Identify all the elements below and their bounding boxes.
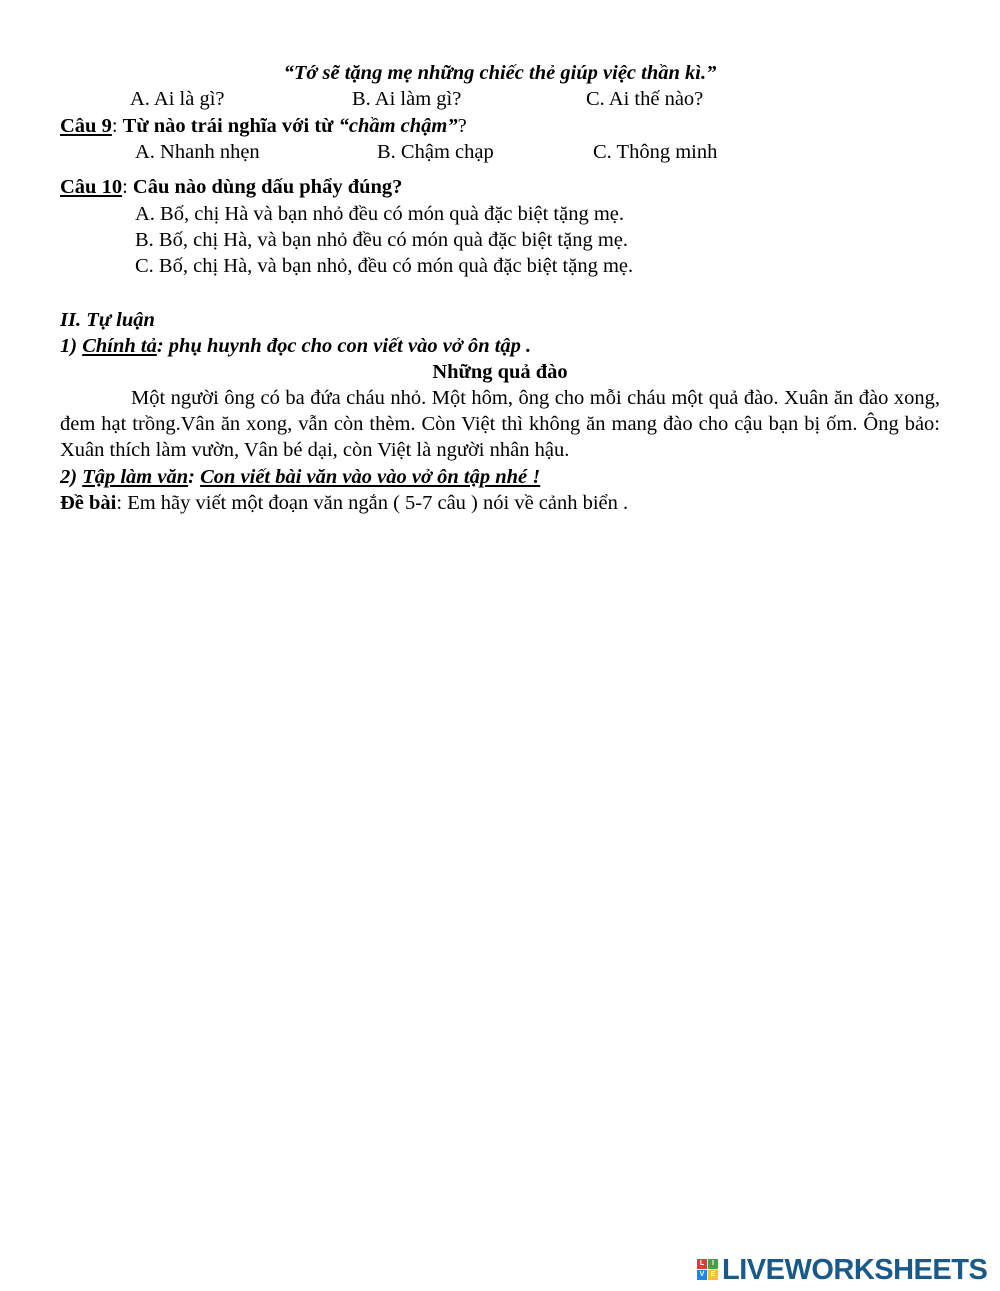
prompt-label: Đề bài bbox=[60, 492, 117, 514]
q9-option-b: B. Chậm chạp bbox=[377, 141, 494, 163]
dictation-number: 1) bbox=[60, 335, 83, 357]
question-9-word: “chầm chậm” bbox=[338, 115, 458, 137]
liveworksheets-logo bbox=[697, 1254, 987, 1286]
passage-title: Những quả đào bbox=[432, 361, 568, 383]
question-10-text: Câu nào dùng dấu phẩy đúng? bbox=[132, 176, 403, 198]
logo-text: LIVEWORKSHEETS bbox=[722, 1254, 988, 1286]
question-9 bbox=[60, 113, 467, 139]
q8-option-a: A. Ai là gì? bbox=[130, 88, 225, 110]
composition-sep: : bbox=[188, 466, 201, 488]
logo-block-e: E bbox=[708, 1270, 718, 1280]
dictation-instruction bbox=[60, 333, 531, 359]
q9-option-a: A. Nhanh nhẹn bbox=[135, 141, 260, 163]
dictation-label: Chính tả bbox=[82, 335, 157, 357]
composition-text: Con viết bài văn vào vào vở ôn tập nhé ! bbox=[200, 466, 541, 488]
q9-option-c: C. Thông minh bbox=[593, 141, 718, 163]
quote-line: “Tớ sẽ tặng mẹ những chiếc thẻ giúp việc thần kì.” bbox=[283, 62, 717, 84]
logo-block-l: L bbox=[697, 1259, 707, 1269]
composition-prompt bbox=[60, 490, 628, 516]
section-2-heading: II. Tự luận bbox=[60, 309, 155, 331]
question-9-sep: : bbox=[111, 115, 123, 137]
composition-number: 2) bbox=[60, 466, 83, 488]
question-9-text: Từ nào trái nghĩa với từ bbox=[122, 115, 339, 137]
q10-option-a: A. Bố, chị Hà và bạn nhỏ đều có món quà đặc biệt tặng mẹ. bbox=[135, 203, 625, 225]
question-9-label: Câu 9 bbox=[60, 115, 112, 137]
logo-block-i: I bbox=[708, 1259, 718, 1269]
logo-block-v: V bbox=[697, 1270, 707, 1280]
question-10 bbox=[60, 174, 402, 200]
question-10-sep: : bbox=[122, 176, 133, 198]
q8-option-c: C. Ai thế nào? bbox=[586, 88, 704, 110]
composition-label: Tập làm văn bbox=[82, 466, 189, 488]
live-blocks-icon bbox=[697, 1259, 719, 1281]
question-10-label: Câu 10 bbox=[60, 176, 123, 198]
passage-text: Một người ông có ba đứa cháu nhỏ. Một hôm, ông cho mỗi cháu một quả đào. Xuân ăn đào xong, đem hạt trồng.Vân ăn xong, vẫn còn thèm. Còn Việt thì không ăn mang đào cho cậu bạn bị ốm. Ông bảo: Xuân thích làm vườn, Vân bé dại, còn Việt là người nhân hậu. bbox=[60, 387, 940, 461]
question-9-end: ? bbox=[457, 115, 467, 137]
prompt-text: : Em hãy viết một đoạn văn ngắn ( 5-7 câu ) nói về cảnh biển . bbox=[116, 492, 629, 514]
q10-option-c: C. Bố, chị Hà, và bạn nhỏ, đều có món quà đặc biệt tặng mẹ. bbox=[135, 255, 634, 277]
q8-option-b: B. Ai làm gì? bbox=[352, 88, 462, 110]
composition-instruction bbox=[60, 464, 540, 490]
q10-option-b: B. Bố, chị Hà, và bạn nhỏ đều có món quà đặc biệt tặng mẹ. bbox=[135, 229, 629, 251]
dictation-rest: : phụ huynh đọc cho con viết vào vở ôn tập . bbox=[156, 335, 532, 357]
